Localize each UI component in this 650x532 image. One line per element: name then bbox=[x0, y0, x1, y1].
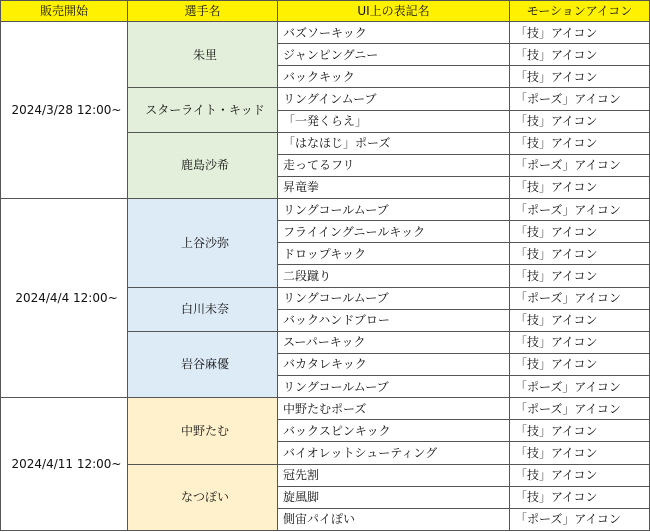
ui-label-cell: 走ってるフリ bbox=[278, 154, 510, 176]
release-date-cell: 2024/3/28 12:00~ bbox=[1, 22, 128, 199]
motion-icon-cell: 「技」アイコン bbox=[510, 176, 650, 198]
release-date-cell: 2024/4/4 12:00~ bbox=[1, 199, 128, 398]
motion-icon-cell: 「技」アイコン bbox=[510, 66, 650, 88]
ui-label-cell: フライイングニールキック bbox=[278, 221, 510, 243]
motion-icon-cell: 「技」アイコン bbox=[510, 331, 650, 353]
motion-icon-cell: 「技」アイコン bbox=[510, 22, 650, 44]
player-name-cell: 上谷沙弥 bbox=[128, 199, 278, 288]
table-row bbox=[1, 22, 650, 44]
motion-icon-cell: 「技」アイコン bbox=[510, 243, 650, 265]
ui-label-cell: バカタレキック bbox=[278, 353, 510, 375]
motion-icon-cell: 「ポーズ」アイコン bbox=[510, 398, 650, 420]
player-name-cell: 朱里 bbox=[128, 22, 278, 88]
header-motion-icon: モーションアイコン bbox=[510, 1, 650, 22]
player-name-cell: 鹿島沙希 bbox=[128, 132, 278, 198]
motion-icon-cell: 「ポーズ」アイコン bbox=[510, 376, 650, 398]
ui-label-cell: リングインムーブ bbox=[278, 88, 510, 110]
motion-icon-cell: 「技」アイコン bbox=[510, 221, 650, 243]
motion-icon-cell: 「ポーズ」アイコン bbox=[510, 287, 650, 309]
motion-icon-cell: 「技」アイコン bbox=[510, 420, 650, 442]
header-row bbox=[1, 1, 650, 22]
ui-label-cell: リングコールムーブ bbox=[278, 199, 510, 221]
motion-icon-cell: 「技」アイコン bbox=[510, 132, 650, 154]
header-release-start: 販売開始 bbox=[1, 1, 128, 22]
ui-label-cell: ジャンピングニー bbox=[278, 44, 510, 66]
ui-label-cell: バズソーキック bbox=[278, 22, 510, 44]
ui-label-cell: 旋風脚 bbox=[278, 486, 510, 508]
ui-label-cell: バックスピンキック bbox=[278, 420, 510, 442]
ui-label-cell: バックハンドブロー bbox=[278, 309, 510, 331]
motion-icon-cell: 「技」アイコン bbox=[510, 309, 650, 331]
ui-label-cell: バックキック bbox=[278, 66, 510, 88]
ui-label-cell: リングコールムーブ bbox=[278, 287, 510, 309]
motion-icon-cell: 「技」アイコン bbox=[510, 110, 650, 132]
motion-icon-cell: 「技」アイコン bbox=[510, 265, 650, 287]
ui-label-cell: 二段蹴り bbox=[278, 265, 510, 287]
release-date-cell: 2024/4/11 12:00~ bbox=[1, 398, 128, 531]
motion-icon-cell: 「ポーズ」アイコン bbox=[510, 508, 650, 530]
motion-icon-cell: 「技」アイコン bbox=[510, 353, 650, 375]
table-row bbox=[1, 199, 650, 221]
motion-icon-cell: 「技」アイコン bbox=[510, 464, 650, 486]
header-ui-label: UI上の表記名 bbox=[278, 1, 510, 22]
motion-icon-cell: 「技」アイコン bbox=[510, 44, 650, 66]
player-name-cell: 白川未奈 bbox=[128, 287, 278, 331]
ui-label-cell: 「はなほじ」ポーズ bbox=[278, 132, 510, 154]
ui-label-cell: スーパーキック bbox=[278, 331, 510, 353]
player-name-cell: なつぽい bbox=[128, 464, 278, 531]
ui-label-cell: 側宙パイぽい bbox=[278, 508, 510, 530]
motion-icon-cell: 「技」アイコン bbox=[510, 442, 650, 464]
ui-label-cell: バイオレットシューティング bbox=[278, 442, 510, 464]
motion-icon-cell: 「ポーズ」アイコン bbox=[510, 88, 650, 110]
player-name-cell: 岩谷麻優 bbox=[128, 331, 278, 397]
ui-label-cell: 昇竜拳 bbox=[278, 176, 510, 198]
motion-icon-cell: 「ポーズ」アイコン bbox=[510, 199, 650, 221]
table-body bbox=[1, 22, 650, 531]
ui-label-cell: 「一発くらえ」 bbox=[278, 110, 510, 132]
ui-label-cell: ドロップキック bbox=[278, 243, 510, 265]
player-name-cell: 中野たむ bbox=[128, 398, 278, 464]
header-player-name: 選手名 bbox=[128, 1, 278, 22]
ui-label-cell: リングコールムーブ bbox=[278, 376, 510, 398]
table-row bbox=[1, 398, 650, 420]
motion-icon-cell: 「ポーズ」アイコン bbox=[510, 154, 650, 176]
ui-label-cell: 冠先割 bbox=[278, 464, 510, 486]
player-name-cell: スターライト・キッド bbox=[128, 88, 278, 132]
ui-label-cell: 中野たむポーズ bbox=[278, 398, 510, 420]
motion-icon-cell: 「技」アイコン bbox=[510, 486, 650, 508]
